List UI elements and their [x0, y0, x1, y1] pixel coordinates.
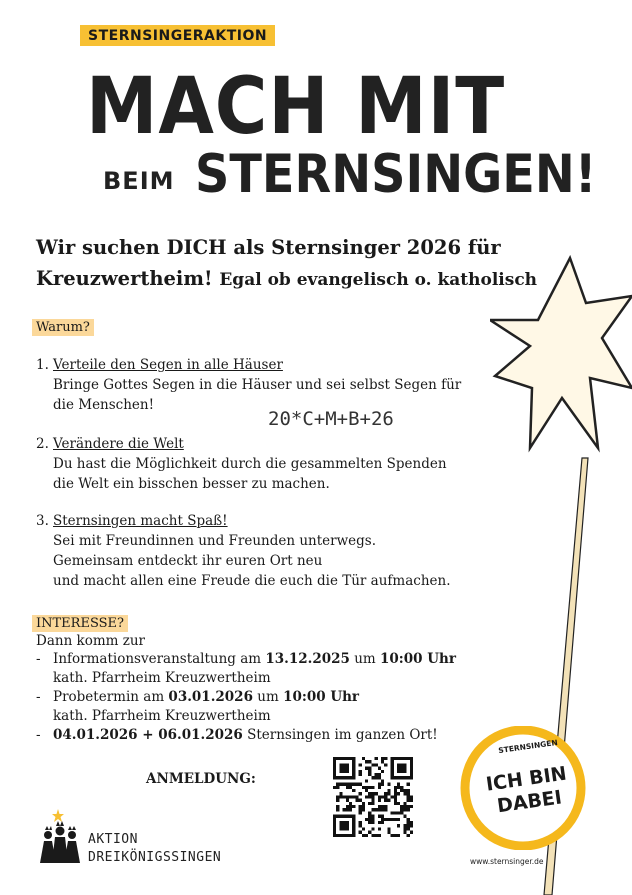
- intro-heading-note: Egal ob evangelisch o. katholisch: [219, 270, 538, 290]
- registration-label: ANMELDUNG:: [146, 771, 256, 787]
- reason-text-line: Sei mit Freundinnen und Freunden unterwegs.: [53, 533, 377, 549]
- reason-text-line: die Welt ein bisschen besser zu machen.: [53, 476, 330, 492]
- event-intro: Dann komm zur: [36, 633, 146, 649]
- interesse-label: INTERESSE?: [32, 615, 128, 632]
- headline-sternsingen: STERNSINGEN!: [195, 144, 597, 205]
- reason-item-3: [36, 511, 506, 591]
- headline-beim: BEIM: [103, 167, 175, 195]
- event-time: 10:00 Uhr: [283, 689, 360, 705]
- logo-line1: AKTION: [88, 832, 138, 847]
- event-date: 03.01.2026: [168, 689, 253, 705]
- event-text: Probetermin am: [53, 689, 169, 705]
- event-dash: -: [36, 727, 41, 743]
- event-place: kath. Pfarrheim Kreuzwertheim: [53, 670, 271, 686]
- reason-title: Sternsingen macht Spaß!: [53, 513, 228, 529]
- badge-line1: ICH BIN: [484, 762, 568, 796]
- event-item-info: [36, 650, 476, 688]
- event-item-sternsingen: [36, 726, 476, 745]
- reason-text-line: die Menschen!: [53, 397, 155, 413]
- intro-heading: [36, 232, 576, 296]
- event-list: [36, 650, 476, 745]
- warum-label: Warum?: [32, 319, 94, 336]
- reason-text-line: Du hast die Möglichkeit durch die gesammelten Spenden: [53, 456, 447, 472]
- reason-number: 2.: [36, 436, 49, 452]
- event-text: Sternsingen im ganzen Ort!: [242, 727, 438, 743]
- event-date: 04.01.2026 + 06.01.2026: [53, 727, 243, 743]
- event-item-probe: [36, 688, 476, 726]
- headline-mach-mit: MACH MIT: [86, 62, 506, 152]
- campaign-tag: STERNSINGERAKTION: [80, 25, 275, 46]
- reason-text-line: und macht allen eine Freude die euch die Tür aufmachen.: [53, 573, 451, 589]
- badge-title: STERNSINGEN: [497, 737, 559, 756]
- badge-line2: DABEI: [495, 786, 564, 818]
- event-place: kath. Pfarrheim Kreuzwertheim: [53, 708, 271, 724]
- event-time: 10:00 Uhr: [380, 651, 456, 667]
- event-text: Informationsveranstaltung am: [53, 651, 266, 667]
- logo-line2: DREIKÖNIGSSINGEN: [88, 850, 222, 865]
- intro-heading-line1: Wir suchen DICH als Sternsinger 2026 für: [36, 236, 501, 259]
- event-date: 13.12.2025: [265, 651, 350, 667]
- reason-item-1: [36, 355, 506, 415]
- warum-label-wrap: [32, 316, 94, 336]
- organisation-logo-text: [88, 831, 221, 867]
- event-dash: -: [36, 689, 41, 705]
- reason-text-line: Gemeinsam entdeckt ihr euren Ort neu: [53, 553, 323, 569]
- intro-heading-line2: [36, 263, 576, 296]
- event-text: um: [252, 689, 284, 705]
- interesse-label-wrap: [32, 612, 128, 632]
- three-kings-logo-icon: [36, 807, 84, 865]
- reason-text-line: Bringe Gottes Segen in die Häuser und sei selbst Segen für: [53, 377, 462, 393]
- event-text: um: [349, 651, 381, 667]
- reason-number: 3.: [36, 513, 49, 529]
- blessing-inscription: 20*C+M+B+26: [268, 408, 394, 430]
- reason-title: Verändere die Welt: [53, 436, 184, 452]
- reason-number: 1.: [36, 357, 49, 373]
- event-dash: -: [36, 651, 41, 667]
- intro-heading-place: Kreuzwertheim!: [36, 267, 213, 290]
- reason-item-2: [36, 434, 506, 494]
- website-link[interactable]: www.sternsinger.de: [470, 857, 544, 866]
- reason-title: Verteile den Segen in alle Häuser: [53, 357, 283, 373]
- registration-qr-code[interactable]: [331, 757, 415, 837]
